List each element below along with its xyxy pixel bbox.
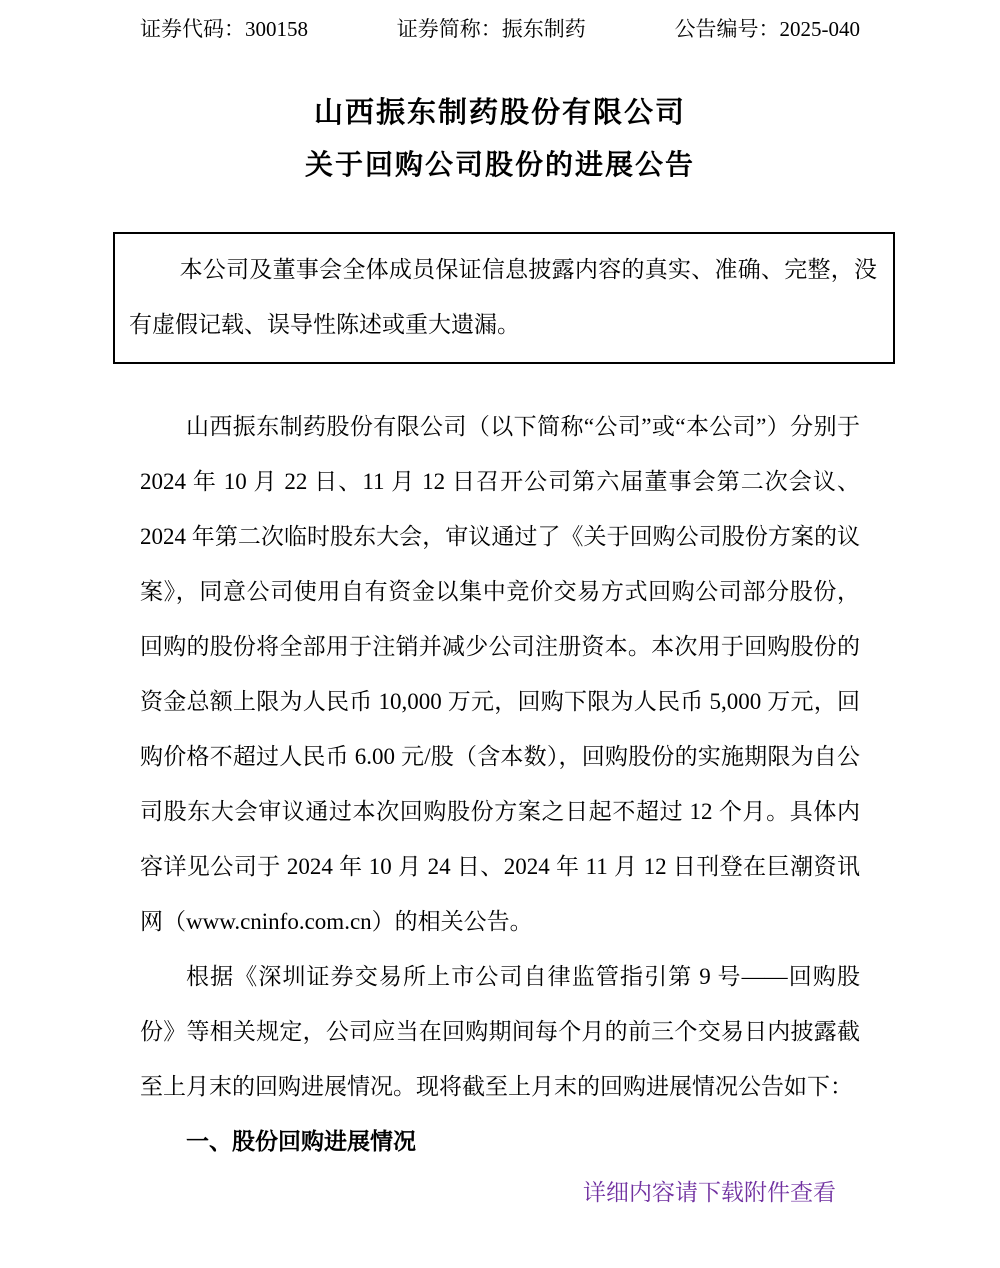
- announcement-number: 公告编号：2025-040: [674, 17, 860, 41]
- disclaimer-box: [113, 232, 895, 364]
- section-heading-buyback-progress: 一、股份回购进展情况: [186, 1129, 416, 1154]
- company-title: 山西振东制药股份有限公司: [313, 97, 686, 129]
- document-header: [140, 14, 860, 44]
- stock-short-name: 证券简称：振东制药: [396, 17, 586, 41]
- download-attachment-link[interactable]: 详细内容请下载附件查看: [583, 1179, 836, 1205]
- body-paragraph-1: 山西振东制药股份有限公司（以下简称“公司”或“本公司”）分别于 2024 年 10 月 22 日、11 月 12 日召开公司第六届董事会第二次会议、2024 年第二次临时股东大会，审议通过了《关于回购公司股份方案的议案》，同意公司使用自有资金以集中竞价交易方式回购公司部分股份，回购的股份将全部用于注销并减少公司注册资本。本次用于回购股份的资金总额上限为人民币 10,000 万元，回购下限为人民币 5,000 万元，回购价格不超过人民币 6.00 元/股（含本数），回购股份的实施期限为自公司股东大会审议通过本次回购股份方案之日起不超过 12 个月。具体内容详见公司于 2024 年 10 月 24 日、2024 年 11 月 12 日刊登在巨潮资讯网（www.cninfo.com.cn）的相关公告。: [140, 414, 861, 934]
- document-body: [140, 399, 860, 1114]
- announcement-title: 关于回购公司股份的进展公告: [304, 150, 695, 181]
- body-paragraph-2: 根据《深圳证券交易所上市公司自律监管指引第 9 号——回购股份》等相关规定，公司应当在回购期间每个月的前三个交易日内披露截至上月末的回购进展情况。现将截至上月末的回购进展情况公告如下：: [140, 964, 860, 1099]
- disclaimer-text: 本公司及董事会全体成员保证信息披露内容的真实、准确、完整，没有虚假记载、误导性陈述或重大遗漏。: [129, 257, 877, 337]
- stock-code: 证券代码：300158: [140, 17, 308, 41]
